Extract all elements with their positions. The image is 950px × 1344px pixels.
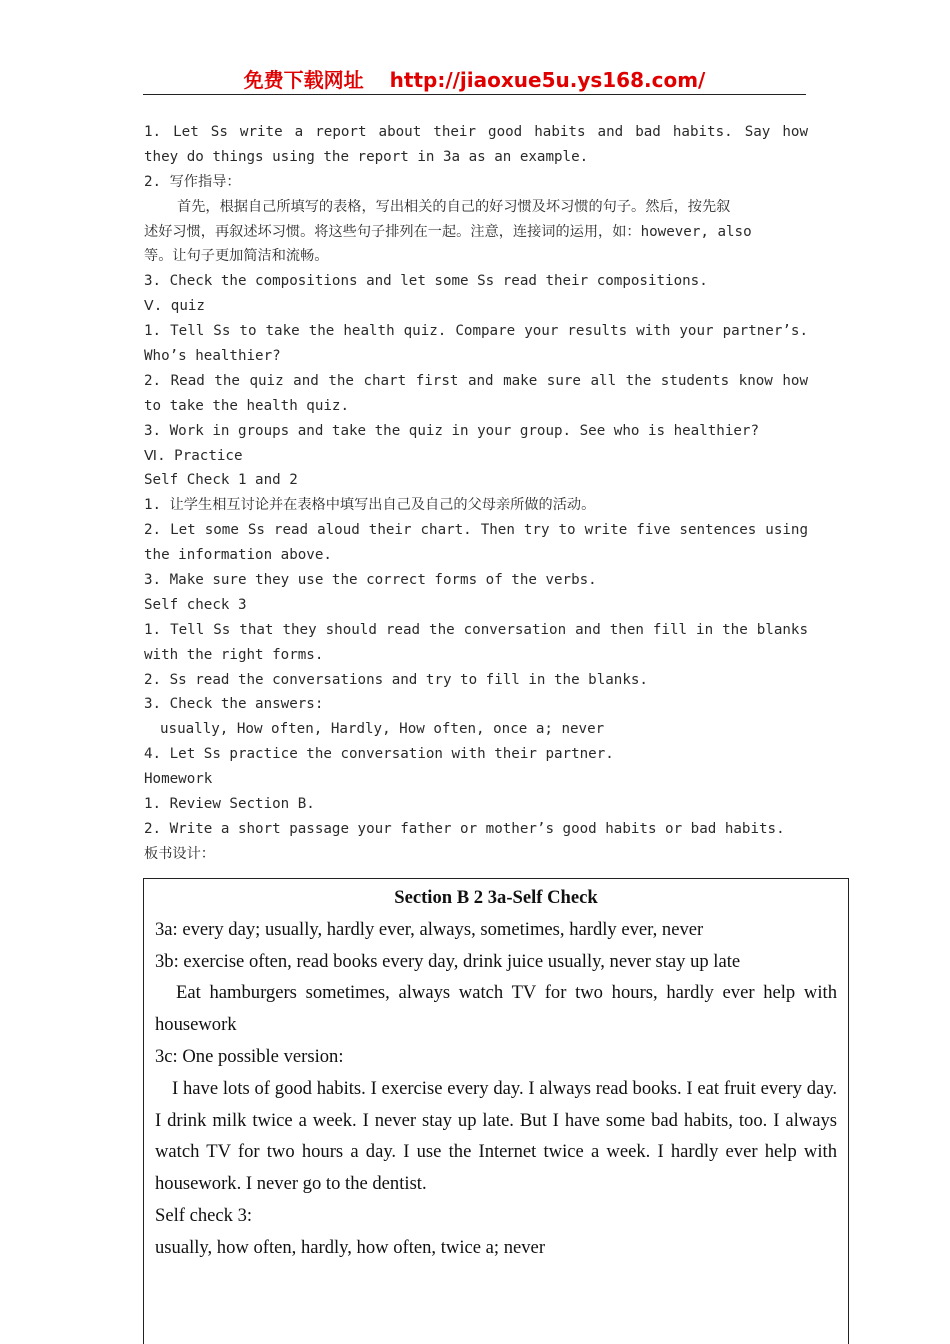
text-line: the information above. <box>144 547 332 564</box>
text-line: they do things using the report in 3a as an example. <box>144 148 589 165</box>
text-line: 3. Check the answers: <box>144 696 324 713</box>
text-line: 1. Review Section B. <box>144 796 315 813</box>
board-line-3a: 3a: every day; usually, hardly ever, always, sometimes, hardly ever, never <box>155 918 704 940</box>
text-line: 3. Work in groups and take the quiz in your group. See who is healthier? <box>144 422 759 439</box>
board-self-check-answers: usually, how often, hardly, how often, twice a; never <box>155 1236 546 1258</box>
text-line: 1. Let Ss write a report about their good habits and bad habits. Say how <box>144 124 808 140</box>
section-heading: Ⅵ. Practice <box>144 447 243 464</box>
text-line: 3. Make sure they use the correct forms of the verbs. <box>144 572 597 589</box>
text-line: 述好习惯，再叙述坏习惯。将这些句子排列在一起。注意，连接词的运用，如：however, also <box>144 223 752 240</box>
text-line: 2. Read the quiz and the chart first and make sure all the students know how <box>144 372 808 389</box>
text-line: 1. 让学生相互讨论并在表格中填写出自己及自己的父母亲所做的活动。 <box>144 497 596 514</box>
text-line: 2. 写作指导： <box>144 173 241 190</box>
text-line: usually, How often, Hardly, How often, once a; never <box>160 721 605 738</box>
text-line: 4. Let Ss practice the conversation with their partner. <box>144 746 614 763</box>
text-line: 首先，根据自己所填写的表格，写出相关的自己的好习惯及坏习惯的句子。然后，按先叙 <box>177 198 731 215</box>
text-line: 2. Write a short passage your father or mother’s good habits or bad habits. <box>144 820 785 837</box>
board-sample-version: I have lots of good habits. I exercise every day. I always read books. I eat fruit every day. I drink milk twice a week. I never stay up late. But I have some bad habits, too. I always watch TV for two hours a day. I use the Internet twice a week. I hardly ever help with housework. I never go to the dentist. <box>155 1077 837 1195</box>
text-line: 等。让句子更加简洁和流畅。 <box>144 248 329 265</box>
board-self-check-label: Self check 3: <box>155 1204 253 1226</box>
lesson-text <box>144 120 808 867</box>
text-line: 1. Tell Ss to take the health quiz. Compare your results with your partner’s. <box>144 323 808 340</box>
board-line-3c: 3c: One possible version: <box>155 1045 344 1067</box>
board-line-3b-continued: Eat hamburgers sometimes, always watch TV for two hours, hardly ever help with housework <box>155 982 837 1036</box>
board-line-3b: 3b: exercise often, read books every day, drink juice usually, never stay up late <box>155 950 741 972</box>
text-line: Self check 3 <box>144 596 247 613</box>
board-title: Section B 2 3a-Self Check <box>394 887 598 908</box>
text-line: 3. Check the compositions and let some Ss read their compositions. <box>144 273 708 290</box>
page-header <box>143 66 806 95</box>
text-line: Homework <box>144 771 213 788</box>
text-line: Self Check 1 and 2 <box>144 472 298 489</box>
text-line: 2. Let some Ss read aloud their chart. Then try to write five sentences using <box>144 522 808 539</box>
text-line: to take the health quiz. <box>144 397 349 414</box>
blackboard-design-box <box>143 878 849 1344</box>
text-line: Who’s healthier? <box>144 348 281 365</box>
site-url[interactable]: http://jiaoxue5u.ys168.com/ <box>389 68 706 92</box>
text-line: 2. Ss read the conversations and try to fill in the blanks. <box>144 671 648 688</box>
text-line: 板书设计： <box>144 845 215 862</box>
site-name: 免费下载网址 <box>243 68 364 92</box>
text-line: with the right forms. <box>144 646 324 663</box>
text-line: 1. Tell Ss that they should read the conversation and then fill in the blanks <box>144 621 808 638</box>
section-heading: Ⅴ. quiz <box>144 298 205 315</box>
